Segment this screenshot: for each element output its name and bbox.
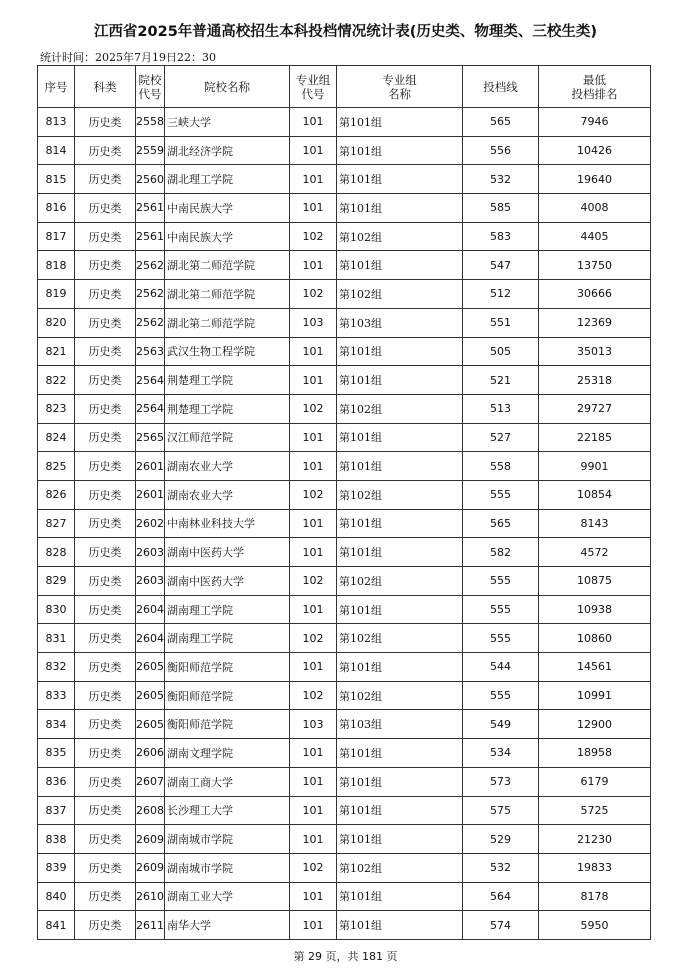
table-row: [38, 509, 651, 538]
cell-school-name: 湖北第二师范学院: [165, 308, 290, 337]
table-row: [38, 624, 651, 653]
cell-school-code: 2562: [136, 251, 165, 280]
cell-school-name: 湖南城市学院: [165, 825, 290, 854]
table-row: [38, 739, 651, 768]
table-row: [38, 911, 651, 940]
table-row: [38, 595, 651, 624]
cell-group-name: 第101组: [337, 767, 463, 796]
cell-school-name: 湖北第二师范学院: [165, 280, 290, 309]
cell-category: 历史类: [75, 509, 136, 538]
cell-line: 583: [463, 222, 539, 251]
cell-group-code: 101: [290, 108, 337, 137]
cell-category: 历史类: [75, 136, 136, 165]
cell-category: 历史类: [75, 251, 136, 280]
footer-middle: 页，共: [325, 950, 359, 963]
cell-group-name: 第103组: [337, 710, 463, 739]
cell-category: 历史类: [75, 423, 136, 452]
cell-seq: 829: [38, 567, 75, 596]
cell-seq: 839: [38, 853, 75, 882]
cell-school-code: 2603: [136, 567, 165, 596]
table-row: [38, 653, 651, 682]
cell-school-name: 湖北经济学院: [165, 136, 290, 165]
cell-school-code: 2558: [136, 108, 165, 137]
cell-category: 历史类: [75, 452, 136, 481]
cell-category: 历史类: [75, 337, 136, 366]
cell-rank: 18958: [539, 739, 651, 768]
page-title: 江西省2025年普通高校招生本科投档情况统计表(历史类、物理类、三校生类): [93, 24, 598, 40]
cell-school-code: 2601: [136, 452, 165, 481]
cell-seq: 825: [38, 452, 75, 481]
cell-rank: 12369: [539, 308, 651, 337]
cell-line: 547: [463, 251, 539, 280]
cell-seq: 821: [38, 337, 75, 366]
cell-school-code: 2604: [136, 624, 165, 653]
cell-line: 534: [463, 739, 539, 768]
cell-school-name: 中南民族大学: [165, 222, 290, 251]
cell-group-name: 第101组: [337, 337, 463, 366]
cell-school-code: 2561: [136, 222, 165, 251]
cell-group-code: 101: [290, 825, 337, 854]
table-row: [38, 825, 651, 854]
cell-seq: 819: [38, 280, 75, 309]
cell-school-code: 2604: [136, 595, 165, 624]
cell-school-code: 2563: [136, 337, 165, 366]
cell-seq: 834: [38, 710, 75, 739]
cell-rank: 29727: [539, 394, 651, 423]
cell-school-code: 2607: [136, 767, 165, 796]
cell-rank: 10854: [539, 480, 651, 509]
cell-line: 565: [463, 108, 539, 137]
cell-school-code: 2606: [136, 739, 165, 768]
cell-group-name: 第102组: [337, 853, 463, 882]
cell-group-name: 第102组: [337, 567, 463, 596]
cell-group-name: 第102组: [337, 222, 463, 251]
cell-group-code: 101: [290, 366, 337, 395]
cell-school-code: 2601: [136, 480, 165, 509]
cell-category: 历史类: [75, 595, 136, 624]
cell-rank: 4008: [539, 194, 651, 223]
cell-school-name: 荆楚理工学院: [165, 394, 290, 423]
cell-school-name: 三峡大学: [165, 108, 290, 137]
cell-group-code: 101: [290, 595, 337, 624]
cell-rank: 13750: [539, 251, 651, 280]
cell-group-name: 第101组: [337, 509, 463, 538]
cell-group-code: 102: [290, 394, 337, 423]
cell-group-code: 101: [290, 538, 337, 567]
cell-line: 573: [463, 767, 539, 796]
cell-category: 历史类: [75, 480, 136, 509]
cell-school-name: 湖南农业大学: [165, 452, 290, 481]
cell-seq: 814: [38, 136, 75, 165]
cell-group-name: 第101组: [337, 825, 463, 854]
cell-school-name: 荆楚理工学院: [165, 366, 290, 395]
cell-category: 历史类: [75, 853, 136, 882]
cell-line: 556: [463, 136, 539, 165]
cell-group-code: 101: [290, 767, 337, 796]
cell-category: 历史类: [75, 108, 136, 137]
header-group-code: 专业组 代号: [290, 66, 337, 108]
cell-rank: 8143: [539, 509, 651, 538]
header-rank: 最低 投档排名: [539, 66, 651, 108]
cell-school-name: 湖南文理学院: [165, 739, 290, 768]
cell-group-name: 第101组: [337, 796, 463, 825]
cell-group-code: 102: [290, 480, 337, 509]
cell-rank: 10991: [539, 681, 651, 710]
cell-line: 574: [463, 911, 539, 940]
cell-group-code: 102: [290, 681, 337, 710]
cell-school-name: 湖北理工学院: [165, 165, 290, 194]
cell-school-code: 2561: [136, 194, 165, 223]
cell-group-name: 第101组: [337, 595, 463, 624]
cell-line: 582: [463, 538, 539, 567]
cell-group-code: 102: [290, 222, 337, 251]
table-row: [38, 480, 651, 509]
stat-time-label: 统计时间：: [40, 51, 95, 64]
header-school-name: 院校名称: [165, 66, 290, 108]
cell-school-code: 2564: [136, 394, 165, 423]
table-row: [38, 538, 651, 567]
stat-time-value: 2025年7月19日22：30: [95, 51, 216, 64]
cell-rank: 25318: [539, 366, 651, 395]
footer-suffix: 页: [386, 950, 398, 963]
cell-group-name: 第102组: [337, 480, 463, 509]
cell-group-code: 101: [290, 796, 337, 825]
cell-line: 549: [463, 710, 539, 739]
cell-group-name: 第101组: [337, 739, 463, 768]
cell-seq: 818: [38, 251, 75, 280]
cell-line: 555: [463, 480, 539, 509]
cell-school-name: 湖南中医药大学: [165, 538, 290, 567]
cell-rank: 35013: [539, 337, 651, 366]
cell-group-name: 第101组: [337, 653, 463, 682]
cell-group-code: 101: [290, 911, 337, 940]
cell-category: 历史类: [75, 567, 136, 596]
cell-seq: 823: [38, 394, 75, 423]
cell-school-name: 衡阳师范学院: [165, 681, 290, 710]
cell-group-code: 101: [290, 882, 337, 911]
cell-school-name: 湖南农业大学: [165, 480, 290, 509]
cell-category: 历史类: [75, 538, 136, 567]
cell-school-code: 2562: [136, 308, 165, 337]
table-row: [38, 452, 651, 481]
cell-group-name: 第101组: [337, 194, 463, 223]
cell-group-code: 102: [290, 567, 337, 596]
table-row: [38, 796, 651, 825]
header-line: 投档线: [463, 66, 539, 108]
table-row: [38, 337, 651, 366]
cell-school-name: 武汉生物工程学院: [165, 337, 290, 366]
cell-category: 历史类: [75, 796, 136, 825]
cell-school-code: 2609: [136, 825, 165, 854]
cell-line: 565: [463, 509, 539, 538]
cell-category: 历史类: [75, 222, 136, 251]
header-seq: 序号: [38, 66, 75, 108]
cell-line: 555: [463, 567, 539, 596]
footer-prefix: 第: [293, 950, 305, 963]
cell-category: 历史类: [75, 366, 136, 395]
cell-school-name: 衡阳师范学院: [165, 653, 290, 682]
cell-school-code: 2559: [136, 136, 165, 165]
cell-school-code: 2560: [136, 165, 165, 194]
cell-group-name: 第101组: [337, 251, 463, 280]
cell-seq: 832: [38, 653, 75, 682]
cell-rank: 5950: [539, 911, 651, 940]
cell-school-name: 湖南理工学院: [165, 595, 290, 624]
cell-category: 历史类: [75, 767, 136, 796]
cell-group-code: 101: [290, 739, 337, 768]
cell-category: 历史类: [75, 394, 136, 423]
cell-line: 551: [463, 308, 539, 337]
cell-rank: 19640: [539, 165, 651, 194]
cell-seq: 820: [38, 308, 75, 337]
cell-seq: 830: [38, 595, 75, 624]
header-school-code: 院校 代号: [136, 66, 165, 108]
table-row: [38, 681, 651, 710]
table-row: [38, 767, 651, 796]
cell-line: 555: [463, 624, 539, 653]
cell-rank: 12900: [539, 710, 651, 739]
cell-group-name: 第101组: [337, 452, 463, 481]
cell-line: 527: [463, 423, 539, 452]
cell-school-code: 2603: [136, 538, 165, 567]
cell-group-name: 第102组: [337, 624, 463, 653]
cell-rank: 30666: [539, 280, 651, 309]
table-row: [38, 280, 651, 309]
cell-rank: 19833: [539, 853, 651, 882]
cell-group-code: 101: [290, 136, 337, 165]
cell-category: 历史类: [75, 624, 136, 653]
cell-line: 512: [463, 280, 539, 309]
cell-rank: 9901: [539, 452, 651, 481]
cell-group-name: 第103组: [337, 308, 463, 337]
cell-school-name: 长沙理工大学: [165, 796, 290, 825]
table-row: [38, 308, 651, 337]
stat-time: [40, 49, 216, 65]
cell-group-name: 第101组: [337, 423, 463, 452]
cell-line: 532: [463, 165, 539, 194]
cell-group-code: 102: [290, 280, 337, 309]
cell-seq: 837: [38, 796, 75, 825]
cell-rank: 7946: [539, 108, 651, 137]
cell-group-name: 第101组: [337, 882, 463, 911]
table-row: [38, 136, 651, 165]
cell-group-code: 102: [290, 624, 337, 653]
cell-school-name: 湖南工业大学: [165, 882, 290, 911]
table-header-row: [38, 66, 651, 108]
cell-school-code: 2565: [136, 423, 165, 452]
cell-school-code: 2611: [136, 911, 165, 940]
cell-group-code: 101: [290, 653, 337, 682]
cell-group-code: 101: [290, 194, 337, 223]
cell-line: 529: [463, 825, 539, 854]
cell-seq: 816: [38, 194, 75, 223]
table-row: [38, 194, 651, 223]
cell-school-code: 2562: [136, 280, 165, 309]
table-row: [38, 853, 651, 882]
cell-seq: 841: [38, 911, 75, 940]
table-row: [38, 394, 651, 423]
cell-category: 历史类: [75, 882, 136, 911]
cell-category: 历史类: [75, 308, 136, 337]
table-row: [38, 710, 651, 739]
cell-line: 544: [463, 653, 539, 682]
cell-rank: 10938: [539, 595, 651, 624]
cell-school-name: 汉江师范学院: [165, 423, 290, 452]
cell-school-code: 2608: [136, 796, 165, 825]
cell-school-name: 湖南城市学院: [165, 853, 290, 882]
cell-group-name: 第101组: [337, 136, 463, 165]
cell-seq: 827: [38, 509, 75, 538]
table-row: [38, 108, 651, 137]
cell-category: 历史类: [75, 739, 136, 768]
cell-group-code: 101: [290, 251, 337, 280]
table-row: [38, 165, 651, 194]
cell-school-name: 中南林业科技大学: [165, 509, 290, 538]
cell-line: 532: [463, 853, 539, 882]
cell-seq: 836: [38, 767, 75, 796]
cell-school-code: 2602: [136, 509, 165, 538]
footer-total: 181: [362, 950, 383, 963]
cell-group-code: 101: [290, 165, 337, 194]
cell-seq: 831: [38, 624, 75, 653]
cell-group-code: 103: [290, 308, 337, 337]
cell-group-name: 第101组: [337, 108, 463, 137]
cell-category: 历史类: [75, 911, 136, 940]
cell-group-name: 第101组: [337, 538, 463, 567]
cell-rank: 14561: [539, 653, 651, 682]
cell-line: 564: [463, 882, 539, 911]
cell-category: 历史类: [75, 710, 136, 739]
cell-rank: 10860: [539, 624, 651, 653]
cell-group-code: 101: [290, 423, 337, 452]
admission-table: [37, 65, 651, 940]
cell-group-name: 第101组: [337, 366, 463, 395]
cell-school-name: 衡阳师范学院: [165, 710, 290, 739]
cell-seq: 826: [38, 480, 75, 509]
cell-seq: 833: [38, 681, 75, 710]
cell-seq: 840: [38, 882, 75, 911]
cell-rank: 4405: [539, 222, 651, 251]
cell-seq: 828: [38, 538, 75, 567]
cell-school-code: 2609: [136, 853, 165, 882]
header-category: 科类: [75, 66, 136, 108]
cell-rank: 22185: [539, 423, 651, 452]
table-row: [38, 882, 651, 911]
cell-group-name: 第101组: [337, 911, 463, 940]
cell-school-code: 2605: [136, 710, 165, 739]
cell-group-code: 102: [290, 853, 337, 882]
cell-school-name: 湖北第二师范学院: [165, 251, 290, 280]
cell-school-code: 2610: [136, 882, 165, 911]
cell-school-name: 湖南理工学院: [165, 624, 290, 653]
cell-school-name: 湖南中医药大学: [165, 567, 290, 596]
cell-school-name: 湖南工商大学: [165, 767, 290, 796]
cell-category: 历史类: [75, 280, 136, 309]
table-row: [38, 423, 651, 452]
cell-rank: 21230: [539, 825, 651, 854]
cell-rank: 5725: [539, 796, 651, 825]
cell-school-name: 南华大学: [165, 911, 290, 940]
table-row: [38, 222, 651, 251]
cell-school-code: 2605: [136, 653, 165, 682]
cell-line: 585: [463, 194, 539, 223]
cell-group-name: 第102组: [337, 280, 463, 309]
cell-line: 558: [463, 452, 539, 481]
cell-line: 505: [463, 337, 539, 366]
cell-seq: 835: [38, 739, 75, 768]
table-row: [38, 251, 651, 280]
cell-line: 555: [463, 595, 539, 624]
cell-school-name: 中南民族大学: [165, 194, 290, 223]
cell-group-code: 101: [290, 337, 337, 366]
cell-line: 555: [463, 681, 539, 710]
cell-seq: 822: [38, 366, 75, 395]
header-group-name: 专业组 名称: [337, 66, 463, 108]
cell-seq: 817: [38, 222, 75, 251]
cell-group-code: 103: [290, 710, 337, 739]
cell-seq: 815: [38, 165, 75, 194]
cell-line: 513: [463, 394, 539, 423]
cell-seq: 813: [38, 108, 75, 137]
page-footer: [0, 948, 691, 964]
cell-group-code: 101: [290, 509, 337, 538]
cell-category: 历史类: [75, 681, 136, 710]
table-row: [38, 366, 651, 395]
cell-rank: 10426: [539, 136, 651, 165]
cell-rank: 10875: [539, 567, 651, 596]
cell-category: 历史类: [75, 653, 136, 682]
cell-rank: 4572: [539, 538, 651, 567]
cell-category: 历史类: [75, 825, 136, 854]
cell-group-name: 第102组: [337, 394, 463, 423]
cell-group-code: 101: [290, 452, 337, 481]
cell-group-name: 第101组: [337, 165, 463, 194]
table-row: [38, 567, 651, 596]
cell-seq: 838: [38, 825, 75, 854]
cell-rank: 6179: [539, 767, 651, 796]
footer-page: 29: [308, 950, 322, 963]
cell-category: 历史类: [75, 194, 136, 223]
cell-school-code: 2605: [136, 681, 165, 710]
cell-line: 575: [463, 796, 539, 825]
cell-school-code: 2564: [136, 366, 165, 395]
cell-rank: 8178: [539, 882, 651, 911]
cell-seq: 824: [38, 423, 75, 452]
cell-group-name: 第102组: [337, 681, 463, 710]
cell-line: 521: [463, 366, 539, 395]
cell-category: 历史类: [75, 165, 136, 194]
